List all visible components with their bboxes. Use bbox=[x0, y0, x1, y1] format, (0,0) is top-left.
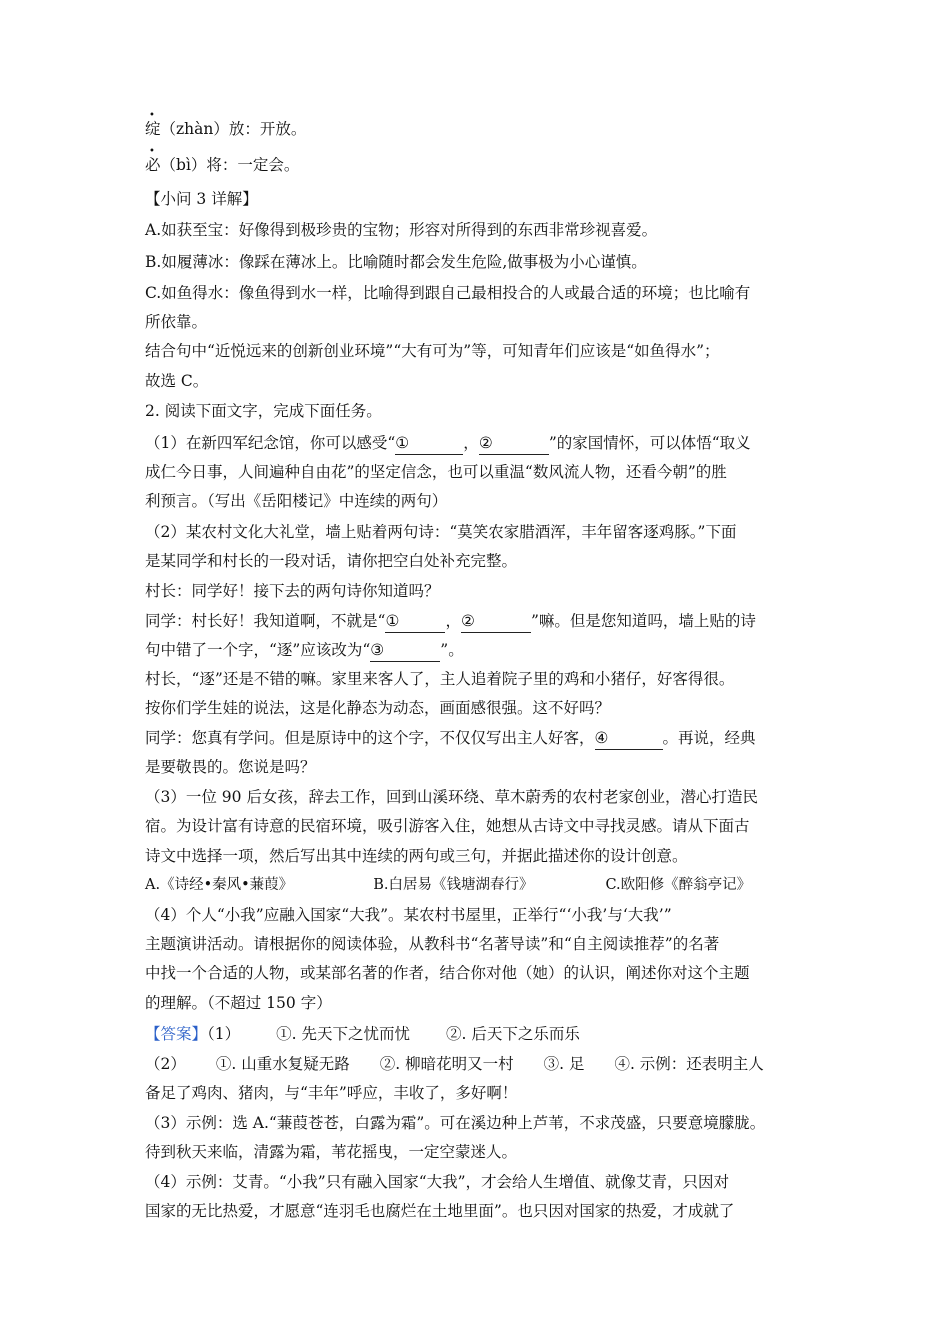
text-line: 利预言。（写出《岳阳楼记》中连续的两句） bbox=[145, 492, 448, 510]
choice-b: B.白居易《钱塘湖春行》 bbox=[373, 877, 534, 893]
question-2-2: （2）某农村文化大礼堂，墙上贴着两句诗：“莫笑农家腊酒浑，丰年留客逐鸡豚。”下面 bbox=[145, 523, 737, 541]
dialogue-line: 同学：村长好！我知道啊，不就是“① ，② ”嘛。但是您知道吗，墙上贴的诗 bbox=[145, 610, 756, 633]
choice-a: A.《诗经•秦风•蒹葭》 bbox=[145, 877, 294, 893]
choice-c: C.欧阳修《醉翁亭记》 bbox=[605, 877, 752, 893]
blank-3: ③ bbox=[370, 639, 440, 662]
text-line: 故选 C。 bbox=[145, 372, 209, 390]
option-a-explanation: A.如获至宝：好像得到极珍贵的宝物；形容对所得到的东西非常珍视喜爱。 bbox=[145, 221, 658, 239]
dialogue-line: 句中错了一个字，“逐”应该改为“③ ”。 bbox=[145, 639, 464, 662]
question-2-4: （4）个人“小我”应融入国家“大我”。某农村书屋里，正举行“‘小我’与‘大我’” bbox=[145, 906, 672, 924]
text-line: 结合句中“近悦远来的创新创业环境”“大有可为”等，可知青年们应该是“如鱼得水”； bbox=[145, 342, 720, 360]
text-line: 主题演讲活动。请根据你的阅读体验，从教科书“名著导读”和“自主阅读推荐”的名著 bbox=[145, 935, 720, 953]
text-line: 中找一个合适的人物，或某部名著的作者，结合你对他（她）的认识，阐述你对这个主题 bbox=[145, 964, 750, 982]
text-line: 所依靠。 bbox=[145, 313, 208, 331]
question-2-1: （1）在新四军纪念馆，你可以感受“① ，② ”的家国情怀，可以体悟“取义 bbox=[145, 432, 751, 455]
dialogue-line: 村长：同学好！接下去的两句诗你知道吗？ bbox=[145, 582, 440, 600]
text-line: 成仁今日事，人间遍种自由花”的坚定信念，也可以重温“数风流人物，还看今朝”的胜 bbox=[145, 463, 727, 481]
emphasis-char: 必 bbox=[145, 156, 161, 174]
gloss-line-bi: 必（bì）将：一定会。 bbox=[145, 156, 300, 174]
text-line: 国家的无比热爱，才愿意“连羽毛也腐烂在土地里面”。也只因对国家的热爱，才成就了 bbox=[145, 1202, 735, 1220]
blank-1: ① bbox=[385, 610, 445, 633]
blank-1: ① bbox=[395, 432, 463, 455]
blank-4: ④ bbox=[595, 727, 663, 750]
option-b-explanation: B.如履薄冰：像踩在薄冰上。比喻随时都会发生危险,做事极为小心谨慎。 bbox=[145, 253, 647, 271]
answer-tag: 【答案】 bbox=[145, 1025, 208, 1043]
answer-line-4: （4）示例：艾青。“小我”只有融入国家“大我”，才会给人生增值、就像艾青，只因对 bbox=[145, 1173, 730, 1191]
section-heading: 【小问 3 详解】 bbox=[145, 190, 258, 208]
blank-2: ② bbox=[479, 432, 549, 455]
answer-line-3: （3）示例：选 A.“蒹葭苍苍，白露为霜”。可在溪边种上芦苇，不求茂盛，只要意境朦胧。 bbox=[145, 1114, 766, 1132]
text-line: 宿。为设计富有诗意的民宿环境，吸引游客入住，她想从古诗文中寻找灵感。请从下面古 bbox=[145, 817, 750, 835]
text-line: 是某同学和村长的一段对话，请你把空白处补充完整。 bbox=[145, 552, 518, 570]
choice-options bbox=[145, 874, 751, 896]
text-line: 的理解。（不超过 150 字） bbox=[145, 994, 332, 1012]
text-line: 诗文中选择一项，然后写出其中连续的两句或三句，并据此描述你的设计创意。 bbox=[145, 847, 688, 865]
option-c-explanation: C.如鱼得水：像鱼得到水一样，比喻得到跟自己最相投合的人或最合适的环境；也比喻有 bbox=[145, 284, 751, 302]
text-line: 是要敬畏的。您说是吗？ bbox=[145, 758, 316, 776]
dialogue-line: 村长，“逐”还是不错的嘛。家里来客人了，主人追着院子里的鸡和小猪仔，好客得很。 bbox=[145, 670, 735, 688]
question-2-heading: 2. 阅读下面文字，完成下面任务。 bbox=[145, 402, 382, 420]
question-2-3: （3）一位 90 后女孩，辞去工作，回到山溪环绕、草木蔚秀的农村老家创业，潜心打造民 bbox=[145, 788, 758, 806]
dialogue-line: 同学：您真有学问。但是原诗中的这个字，不仅仅写出主人好客，④ 。再说，经典 bbox=[145, 727, 756, 750]
emphasis-char: 绽 bbox=[145, 120, 161, 138]
gloss-line-zhan: 绽（zhàn）放：开放。 bbox=[145, 120, 307, 138]
answer-line-2: （2） ①. 山重水复疑无路 ②. 柳暗花明又一村 ③. 足 ④. 示例：还表明主人 bbox=[145, 1055, 764, 1073]
answer-line-1: 【答案】（1） ①. 先天下之忧而忧 ②. 后天下之乐而乐 bbox=[145, 1025, 580, 1043]
text-line: 待到秋天来临，清露为霜，苇花摇曳，一定空蒙迷人。 bbox=[145, 1143, 518, 1161]
blank-2: ② bbox=[461, 610, 531, 633]
text-line: 备足了鸡肉、猪肉，与“丰年”呼应，丰收了，多好啊！ bbox=[145, 1084, 518, 1102]
dialogue-line: 按你们学生娃的说法，这是化静态为动态，画面感很强。这不好吗？ bbox=[145, 699, 611, 717]
